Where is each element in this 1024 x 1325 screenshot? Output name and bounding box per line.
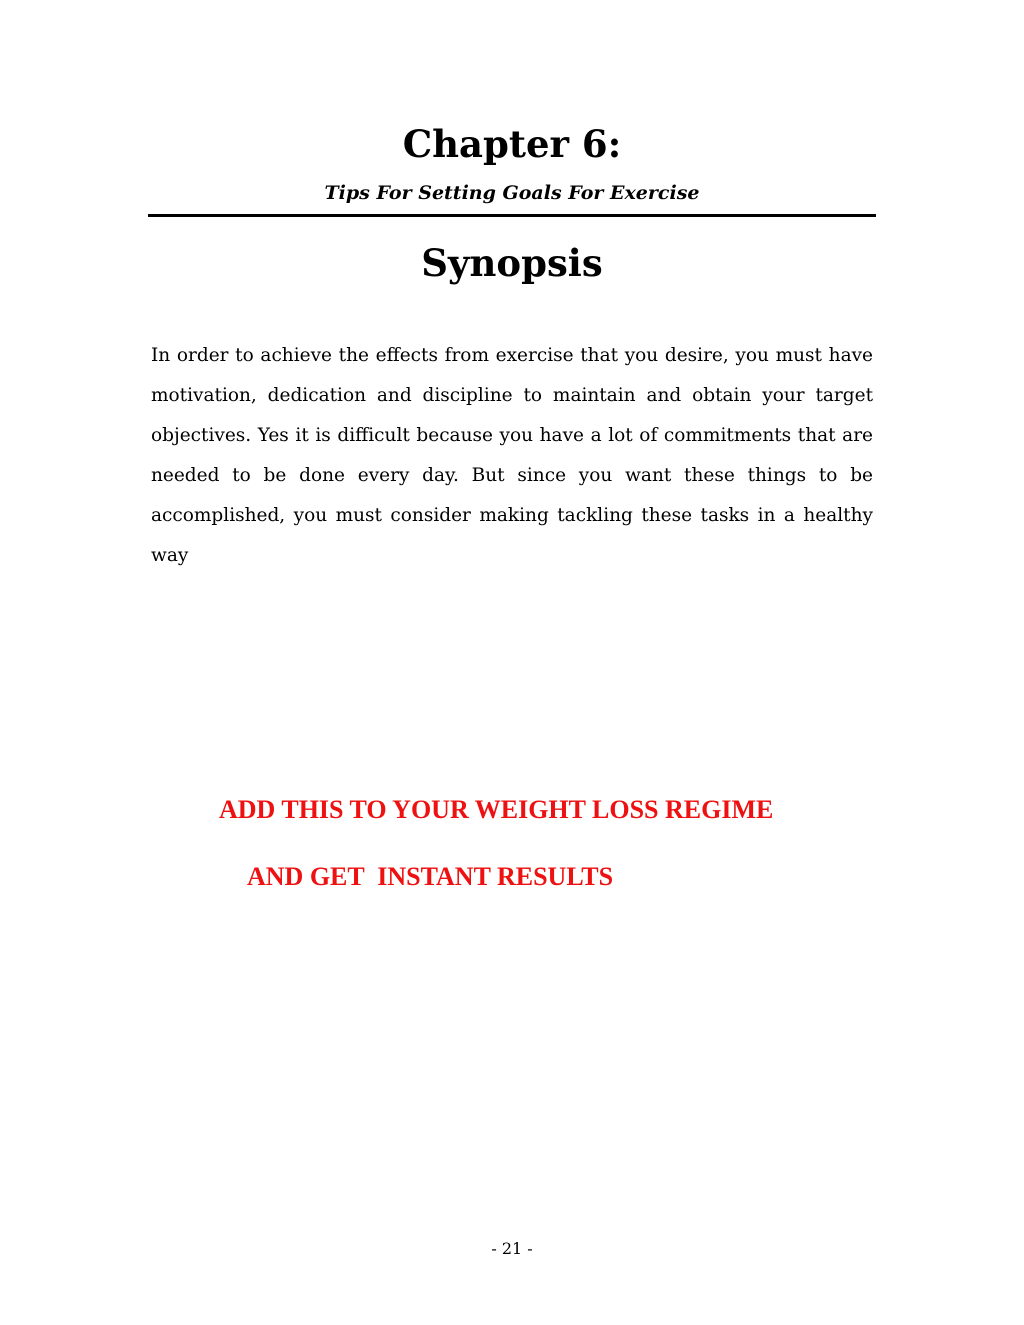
- synopsis-paragraph: In order to achieve the effects from exercise that you desire, you must have motivation, dedication and discipline to maintain and obtain your target objectives. Yes it is difficult because you have a lot of commitments that are needed to be done every day. But since you want these things to be accomplished, you must consider making tackling these tasks in a healthy way: [151, 345, 873, 566]
- title-divider: [148, 214, 876, 217]
- chapter-subtitle: Tips For Setting Goals For Exercise: [324, 182, 700, 204]
- chapter-title: Chapter 6:: [402, 122, 622, 166]
- page-number: - 21 -: [491, 1239, 533, 1258]
- promo-link-line-2[interactable]: AND GET INSTANT RESULTS: [247, 862, 614, 891]
- section-heading: Synopsis: [421, 241, 603, 285]
- promo-link-line-1[interactable]: ADD THIS TO YOUR WEIGHT LOSS REGIME: [219, 795, 774, 824]
